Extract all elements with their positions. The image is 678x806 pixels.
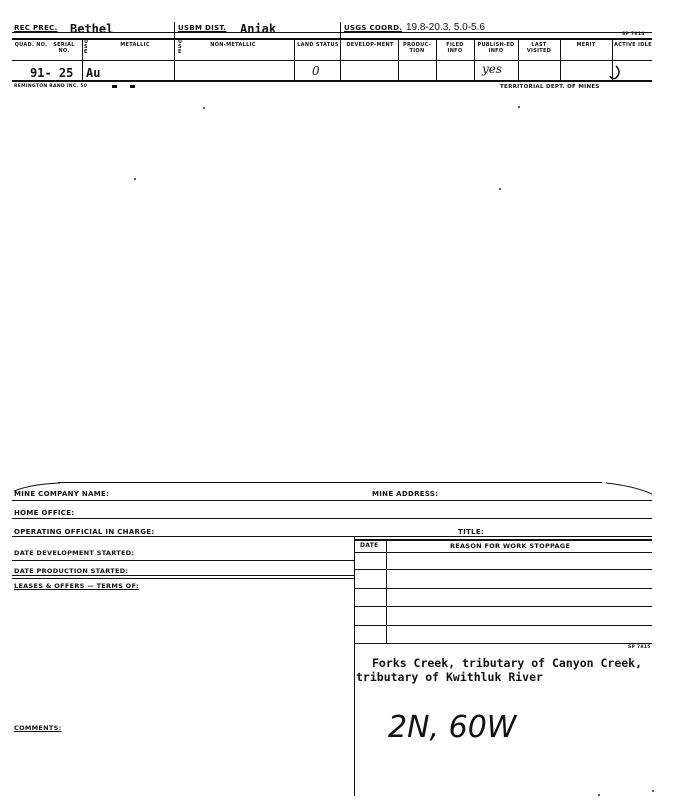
col-quad-no: QUAD. NO.: [14, 42, 48, 48]
row-line-prod-started: [12, 575, 354, 576]
speck-2: [518, 106, 520, 108]
row-line-company: [12, 500, 652, 501]
col-div-production: [398, 38, 399, 82]
speck-1: [203, 107, 205, 109]
home-office-label: HOME OFFICE:: [14, 509, 75, 517]
col-div-serial: [82, 38, 83, 82]
record-metallic: Au: [86, 66, 101, 80]
col-active-idle: ACTIVE IDLE: [614, 42, 652, 48]
mine-company-name-label: MINE COMPANY NAME:: [14, 490, 110, 498]
row-line-prod-started-2: [12, 578, 354, 579]
divider-2: [340, 22, 341, 82]
col-last-visited: LAST VISITED: [526, 42, 552, 54]
col-metallic: METALLIC: [120, 42, 150, 48]
date-production-started-label: DATE PRODUCTION STARTED:: [14, 567, 129, 575]
row-line-title-double: [354, 539, 652, 541]
speck-3: [134, 178, 136, 180]
col-div-last-visited: [518, 38, 519, 82]
lower-top-line: [58, 482, 602, 483]
col-land-status: LAND STATUS: [297, 42, 339, 48]
stoppage-header-line: [354, 552, 652, 553]
stoppage-row-3: [354, 606, 652, 607]
stoppage-row-2: [354, 588, 652, 589]
stoppage-row-4: [354, 625, 652, 626]
handwritten-township: 2N, 60W: [388, 710, 517, 745]
divider-1: [174, 22, 175, 82]
title-label: TITLE:: [458, 528, 484, 536]
col-non-metallic: NON-METALLIC: [210, 42, 256, 48]
stoppage-row-1: [354, 569, 652, 570]
form-number-upper: SP 7814: [622, 32, 645, 37]
printer-mark-1: [112, 85, 117, 88]
usbm-dist-value: Aniak: [240, 22, 277, 36]
rec-prec-value: Bethel: [70, 22, 114, 36]
mine-address-label: MINE ADDRESS:: [372, 490, 439, 498]
form-number-lower: SP 7815: [628, 645, 651, 650]
col-serial-no: SERIAL NO.: [53, 42, 75, 54]
record-published-info: yes: [482, 62, 503, 76]
col-published-info: PUBLISH-ED INFO: [477, 42, 515, 54]
location-line-2: tributary of Kwithluk River: [356, 670, 543, 684]
col-filed-info: FILED INFO: [446, 42, 464, 54]
operating-official-label: OPERATING OFFICIAL IN CHARGE:: [14, 528, 155, 536]
rec-prec-label: REC PREC.: [14, 24, 58, 32]
col-use-codes-2: U S E: [178, 39, 183, 55]
row-line-dev-started: [12, 560, 354, 561]
comments-label: COMMENTS:: [14, 724, 62, 732]
col-production: PRODUC-TION: [403, 42, 431, 54]
usgs-coord-label: USGS COORD.: [344, 24, 403, 32]
column-header-bottom-line: [12, 60, 652, 61]
col-div-published: [474, 38, 475, 82]
active-check-mark: [608, 64, 624, 84]
speck-6: [652, 790, 654, 792]
stoppage-row-5: [354, 643, 652, 644]
speck-5: [598, 794, 600, 796]
record-quad-serial: 91- 25: [30, 66, 74, 80]
col-merit: MERIT: [576, 42, 596, 48]
stoppage-date-divider: [386, 540, 387, 644]
stoppage-date-header: DATE: [360, 542, 379, 549]
right-corner-curve: [604, 482, 654, 496]
record-row-bottom-line: [12, 80, 652, 82]
leases-offers-label: LEASES & OFFERS — TERMS OF:: [14, 582, 139, 590]
speck-4: [499, 188, 501, 190]
stoppage-reason-header: REASON FOR WORK STOPPAGE: [450, 542, 571, 550]
usgs-coord-value: 19.8-20.3, 5.0-5.6: [406, 22, 485, 33]
printer-mark-2: [130, 85, 135, 88]
col-div-land: [294, 38, 295, 82]
date-development-started-label: DATE DEVELOPMENT STARTED:: [14, 549, 135, 557]
printer-label: REMINGTON RAND INC. 50: [14, 84, 88, 89]
col-development: DEVELOP-MENT: [346, 42, 394, 48]
row-line-operating: [12, 536, 652, 537]
stoppage-left-border: [354, 536, 355, 796]
location-line-1: Forks Creek, tributary of Canyon Creek,: [372, 656, 643, 670]
header-row-line: [12, 38, 652, 40]
usbm-dist-label: USBM DIST.: [178, 24, 227, 32]
col-div-filed: [436, 38, 437, 82]
row-line-home-office: [12, 518, 652, 519]
department-label: TERRITORIAL DEPT. OF MINES: [500, 84, 600, 90]
record-land-status: 0: [312, 64, 320, 78]
col-use-codes: U S E: [84, 39, 89, 55]
col-div-merit: [560, 38, 561, 82]
